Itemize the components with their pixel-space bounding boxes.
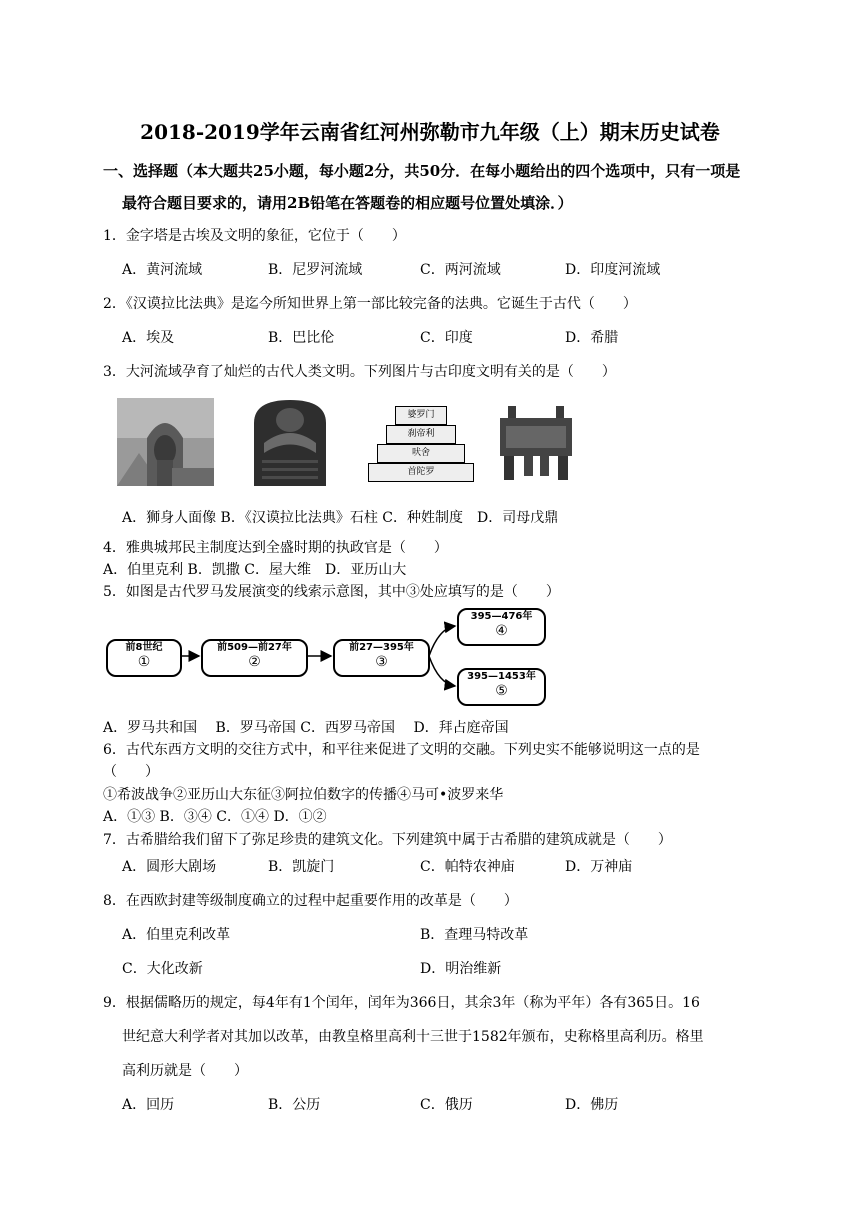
q9-option-c[interactable]: C．俄历: [420, 1097, 473, 1113]
q8-option-c[interactable]: C．大化改新: [122, 961, 203, 977]
q7-option-d[interactable]: D．万神庙: [565, 859, 633, 875]
timeline-box-1-label: 前8世纪: [125, 642, 163, 653]
timeline-box-4-num: ④: [495, 623, 508, 639]
page-title: 2018-2019学年云南省红河州弥勒市九年级（上）期末历史试卷: [140, 120, 720, 144]
q1-option-d[interactable]: D．印度河流域: [565, 262, 661, 278]
question-6-stem: 6．古代东西方文明的交往方式中，和平往来促进了文明的交融。下列史实不能够说明这一点的是: [103, 742, 700, 758]
q2-option-b[interactable]: B．巴比伦: [268, 330, 335, 346]
question-9-line2: 世纪意大利学者对其加以改革，由教皇格里高利十三世于1582年颁布，史称格里高利历。格里: [122, 1029, 704, 1045]
q3-options[interactable]: A．狮身人面像 B．《汉谟拉比法典》石柱 C．种姓制度 D．司母戊鼎: [122, 510, 559, 526]
q2-option-c[interactable]: C．印度: [420, 330, 473, 346]
question-6-items: ①希波战争②亚历山大东征③阿拉伯数字的传播④马可•波罗来华: [103, 787, 504, 803]
q4-options[interactable]: A．伯里克利 B．凯撒 C．屋大维 D．亚历山大: [103, 562, 407, 578]
question-6-stem-bracket: （ ）: [103, 764, 159, 780]
timeline-box-2-label: 前509—前27年: [217, 642, 292, 653]
timeline-box-3-num: ③: [375, 654, 388, 670]
timeline-box-5-num: ⑤: [495, 683, 508, 699]
q1-option-a[interactable]: A．黄河流域: [122, 262, 203, 278]
caste-system-diagram: [368, 404, 472, 484]
timeline-box-3-label: 前27—395年: [349, 642, 414, 653]
section-heading-line1: 一、选择题（本大题共25小题，每小题2分，共50分．在每小题给出的四个选项中，只有一项是: [103, 162, 741, 180]
q7-option-a[interactable]: A．圆形大剧场: [122, 859, 217, 875]
sphinx-image: [117, 398, 214, 486]
q8-option-d[interactable]: D．明治维新: [420, 961, 502, 977]
section-heading-line2: 最符合题目要求的，请用2B铅笔在答题卷的相应题号位置处填涂．）: [122, 194, 573, 212]
roman-timeline-diagram: [103, 604, 550, 708]
question-5-stem: 5．如图是古代罗马发展演变的线索示意图，其中③处应填写的是（ ）: [103, 584, 560, 600]
caste-level-kshatriya: 刹帝利: [386, 425, 456, 444]
timeline-box-3: [333, 639, 430, 677]
question-2-stem: 2．《汉谟拉比法典》是迄今所知世界上第一部比较完备的法典。它诞生于古代（ ）: [103, 296, 637, 312]
question-4-stem: 4．雅典城邦民主制度达到全盛时期的执政官是（ ）: [103, 540, 448, 556]
q1-option-b[interactable]: B．尼罗河流域: [268, 262, 363, 278]
hammurabi-stele-image: [244, 398, 336, 486]
caste-level-vaishya: 吠舍: [377, 444, 465, 463]
timeline-box-1: [106, 639, 182, 677]
q9-option-d[interactable]: D．佛历: [565, 1097, 619, 1113]
caste-level-brahmin: 婆罗门: [395, 406, 447, 425]
q5-options[interactable]: A．罗马共和国 B．罗马帝国 C．西罗马帝国 D．拜占庭帝国: [103, 720, 509, 736]
timeline-box-2-num: ②: [248, 654, 261, 670]
question-7-stem: 7．古希腊给我们留下了弥足珍贵的建筑文化。下列建筑中属于古希腊的建筑成就是（ ）: [103, 832, 672, 848]
timeline-box-1-num: ①: [137, 654, 151, 670]
q2-option-a[interactable]: A．埃及: [122, 330, 175, 346]
question-1-stem: 1．金字塔是古埃及文明的象征，它位于（ ）: [103, 228, 406, 244]
timeline-box-5-label: 395—1453年: [467, 671, 536, 682]
question-9-line3: 高利历就是（ ）: [122, 1063, 248, 1079]
caste-level-shudra: 首陀罗: [368, 463, 474, 482]
q7-option-b[interactable]: B．凯旋门: [268, 859, 335, 875]
simuwu-ding-image: [494, 400, 578, 484]
timeline-box-5: [457, 668, 546, 706]
timeline-box-2: [201, 639, 308, 677]
q6-options[interactable]: A．①③ B．③④ C．①④ D．①②: [103, 809, 327, 825]
timeline-box-4: [457, 608, 546, 646]
question-8-stem: 8．在西欧封建等级制度确立的过程中起重要作用的改革是（ ）: [103, 893, 518, 909]
q2-option-d[interactable]: D．希腊: [565, 330, 619, 346]
q7-option-c[interactable]: C．帕特农神庙: [420, 859, 515, 875]
q9-option-b[interactable]: B．公历: [268, 1097, 321, 1113]
question-3-stem: 3．大河流域孕育了灿烂的古代人类文明。下列图片与古印度文明有关的是（ ）: [103, 364, 616, 380]
q8-option-a[interactable]: A．伯里克利改革: [122, 927, 231, 943]
q9-option-a[interactable]: A．回历: [122, 1097, 175, 1113]
timeline-box-4-label: 395—476年: [470, 611, 533, 622]
question-9-line1: 9．根据儒略历的规定，每4年有1个闰年，闰年为366日，其余3年（称为平年）各有365日。16: [103, 995, 700, 1011]
q8-option-b[interactable]: B．查理马特改革: [420, 927, 529, 943]
q1-option-c[interactable]: C．两河流域: [420, 262, 501, 278]
